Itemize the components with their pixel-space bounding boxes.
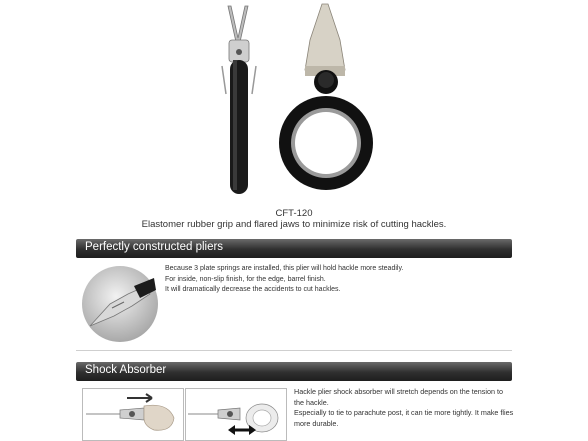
- plier-closeup-photo: [80, 264, 160, 344]
- section-shock-text: [294, 387, 514, 429]
- section-title: Shock Absorber: [85, 364, 167, 376]
- desc-line: Especially to tie to parachute post, it can tie more tightly. It make flies more durable.: [294, 408, 514, 428]
- section-header-shock-absorber: [76, 362, 512, 381]
- desc-line: Because 3 plate springs are installed, this plier will hold hackle more steadily.: [165, 265, 404, 272]
- section-title: Perfectly constructed pliers: [85, 241, 224, 253]
- plier-front-view: [279, 4, 373, 190]
- desc-line: For inside, non-slip finish, for the edge, barrel finish.: [165, 275, 326, 283]
- desc-line: It will dramatically decrease the accidents to cut hackles.: [165, 286, 341, 293]
- desc-line: Hackle plier shock absorber will stretch depends on the tension to the hackle.: [294, 387, 503, 407]
- section-pliers-text: [165, 264, 403, 296]
- product-tagline: Elastomer rubber grip and flared jaws to minimize risk of cutting hackles.: [141, 219, 447, 230]
- plier-side-view: [222, 6, 256, 194]
- model-number: CFT-120: [275, 208, 313, 219]
- section-divider: [76, 350, 512, 351]
- shock-absorber-illustration: [82, 388, 287, 441]
- product-illustration: [200, 0, 390, 205]
- section-header-pliers: [76, 239, 512, 258]
